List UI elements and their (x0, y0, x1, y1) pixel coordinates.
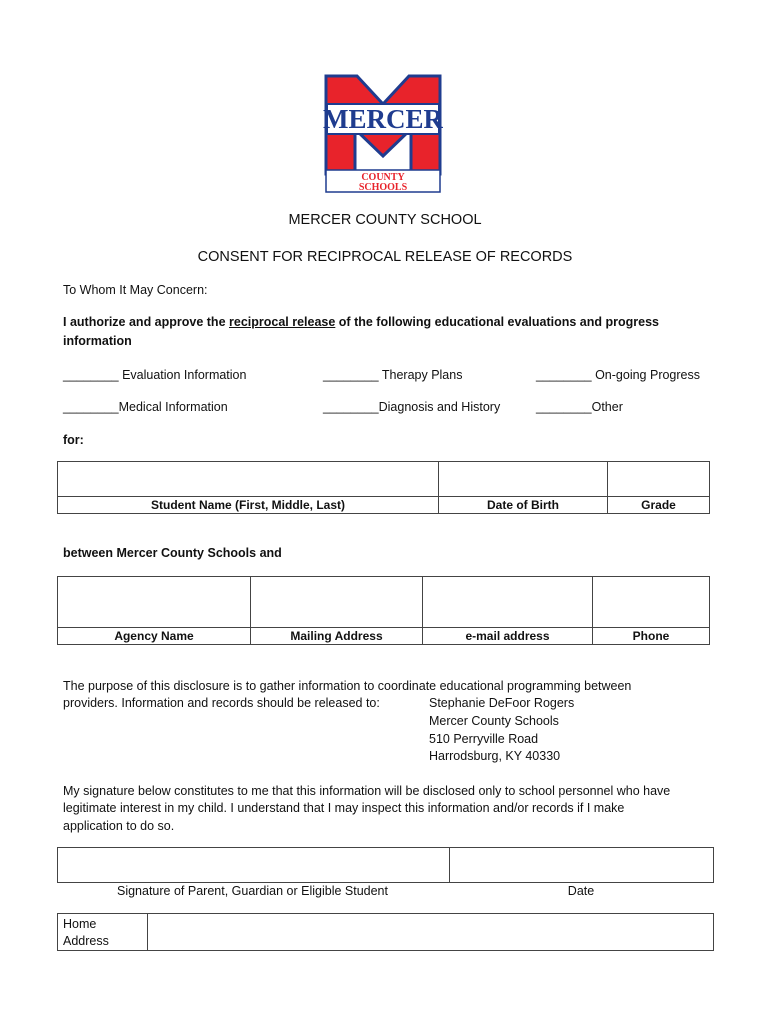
student-table (57, 461, 710, 514)
mailing-address-header: Mailing Address (251, 628, 423, 645)
student-name-header: Student Name (First, Middle, Last) (58, 497, 439, 514)
date-of-birth-header: Date of Birth (439, 497, 608, 514)
student-name-field[interactable] (58, 462, 439, 497)
date-field[interactable] (450, 848, 714, 883)
recipient-organization: Mercer County Schools (429, 714, 559, 728)
salutation: To Whom It May Concern: (63, 283, 208, 297)
email-address-header: e-mail address (423, 628, 593, 645)
agency-name-field[interactable] (58, 577, 251, 628)
option-medical-information[interactable]: ________Medical Information (63, 400, 228, 414)
logo-line2: SCHOOLS (358, 182, 408, 193)
page-title: MERCER COUNTY SCHOOL (288, 212, 482, 228)
agency-name-header: Agency Name (58, 628, 251, 645)
recipient-city: Harrodsburg, KY 40330 (429, 749, 561, 763)
option-diagnosis-and-history[interactable]: ________Diagnosis and History (323, 400, 501, 414)
signature-statement-end: application to do so. (63, 819, 175, 833)
recipient-street: 510 Perryville Road (429, 732, 539, 746)
grade-field[interactable] (608, 462, 710, 497)
signature-label: Signature of Parent, Guardian or Eligible Student (116, 884, 388, 898)
signature-statement: My signature below constitutes to me that this information will be disclosed only to school personnel who have (63, 784, 671, 798)
between-label: between Mercer County Schools and (63, 546, 282, 560)
signature-field[interactable] (58, 848, 450, 883)
phone-field[interactable] (593, 577, 710, 628)
date-label: Date (567, 884, 595, 898)
logo-word: MERCER (323, 104, 443, 134)
option-other[interactable]: ________Other (536, 400, 623, 414)
signature-table (57, 847, 714, 883)
logo-line1: COUNTY (361, 172, 405, 183)
signature-statement-cont: legitimate interest in my child. I understand that I may inspect this information and/or records if I make (63, 801, 625, 815)
form-subtitle: CONSENT FOR RECIPROCAL RELEASE OF RECORDS (197, 249, 573, 265)
district-logo (323, 74, 443, 194)
phone-header: Phone (593, 628, 710, 645)
grade-header: Grade (608, 497, 710, 514)
recipient-name: Stephanie DeFoor Rogers (429, 696, 575, 710)
home-address-field[interactable] (148, 914, 714, 951)
option-therapy-plans[interactable]: ________ Therapy Plans (323, 368, 463, 382)
purpose-statement: The purpose of this disclosure is to gather information to coordinate educational programming between (63, 679, 632, 693)
option-evaluation-information[interactable]: ________ Evaluation Information (63, 368, 247, 382)
home-address-label: Home Address (58, 914, 148, 951)
purpose-statement-cont: providers. Information and records should be released to: (63, 696, 380, 710)
authorization-statement: I authorize and approve the reciprocal release of the following educational evaluations and progress (63, 315, 659, 329)
for-label: for: (63, 433, 84, 447)
date-of-birth-field[interactable] (439, 462, 608, 497)
option-ongoing-progress[interactable]: ________ On-going Progress (536, 368, 701, 382)
mailing-address-field[interactable] (251, 577, 423, 628)
agency-table (57, 576, 710, 645)
authorization-statement-cont: information (63, 334, 132, 348)
home-address-table (57, 913, 714, 951)
email-address-field[interactable] (423, 577, 593, 628)
